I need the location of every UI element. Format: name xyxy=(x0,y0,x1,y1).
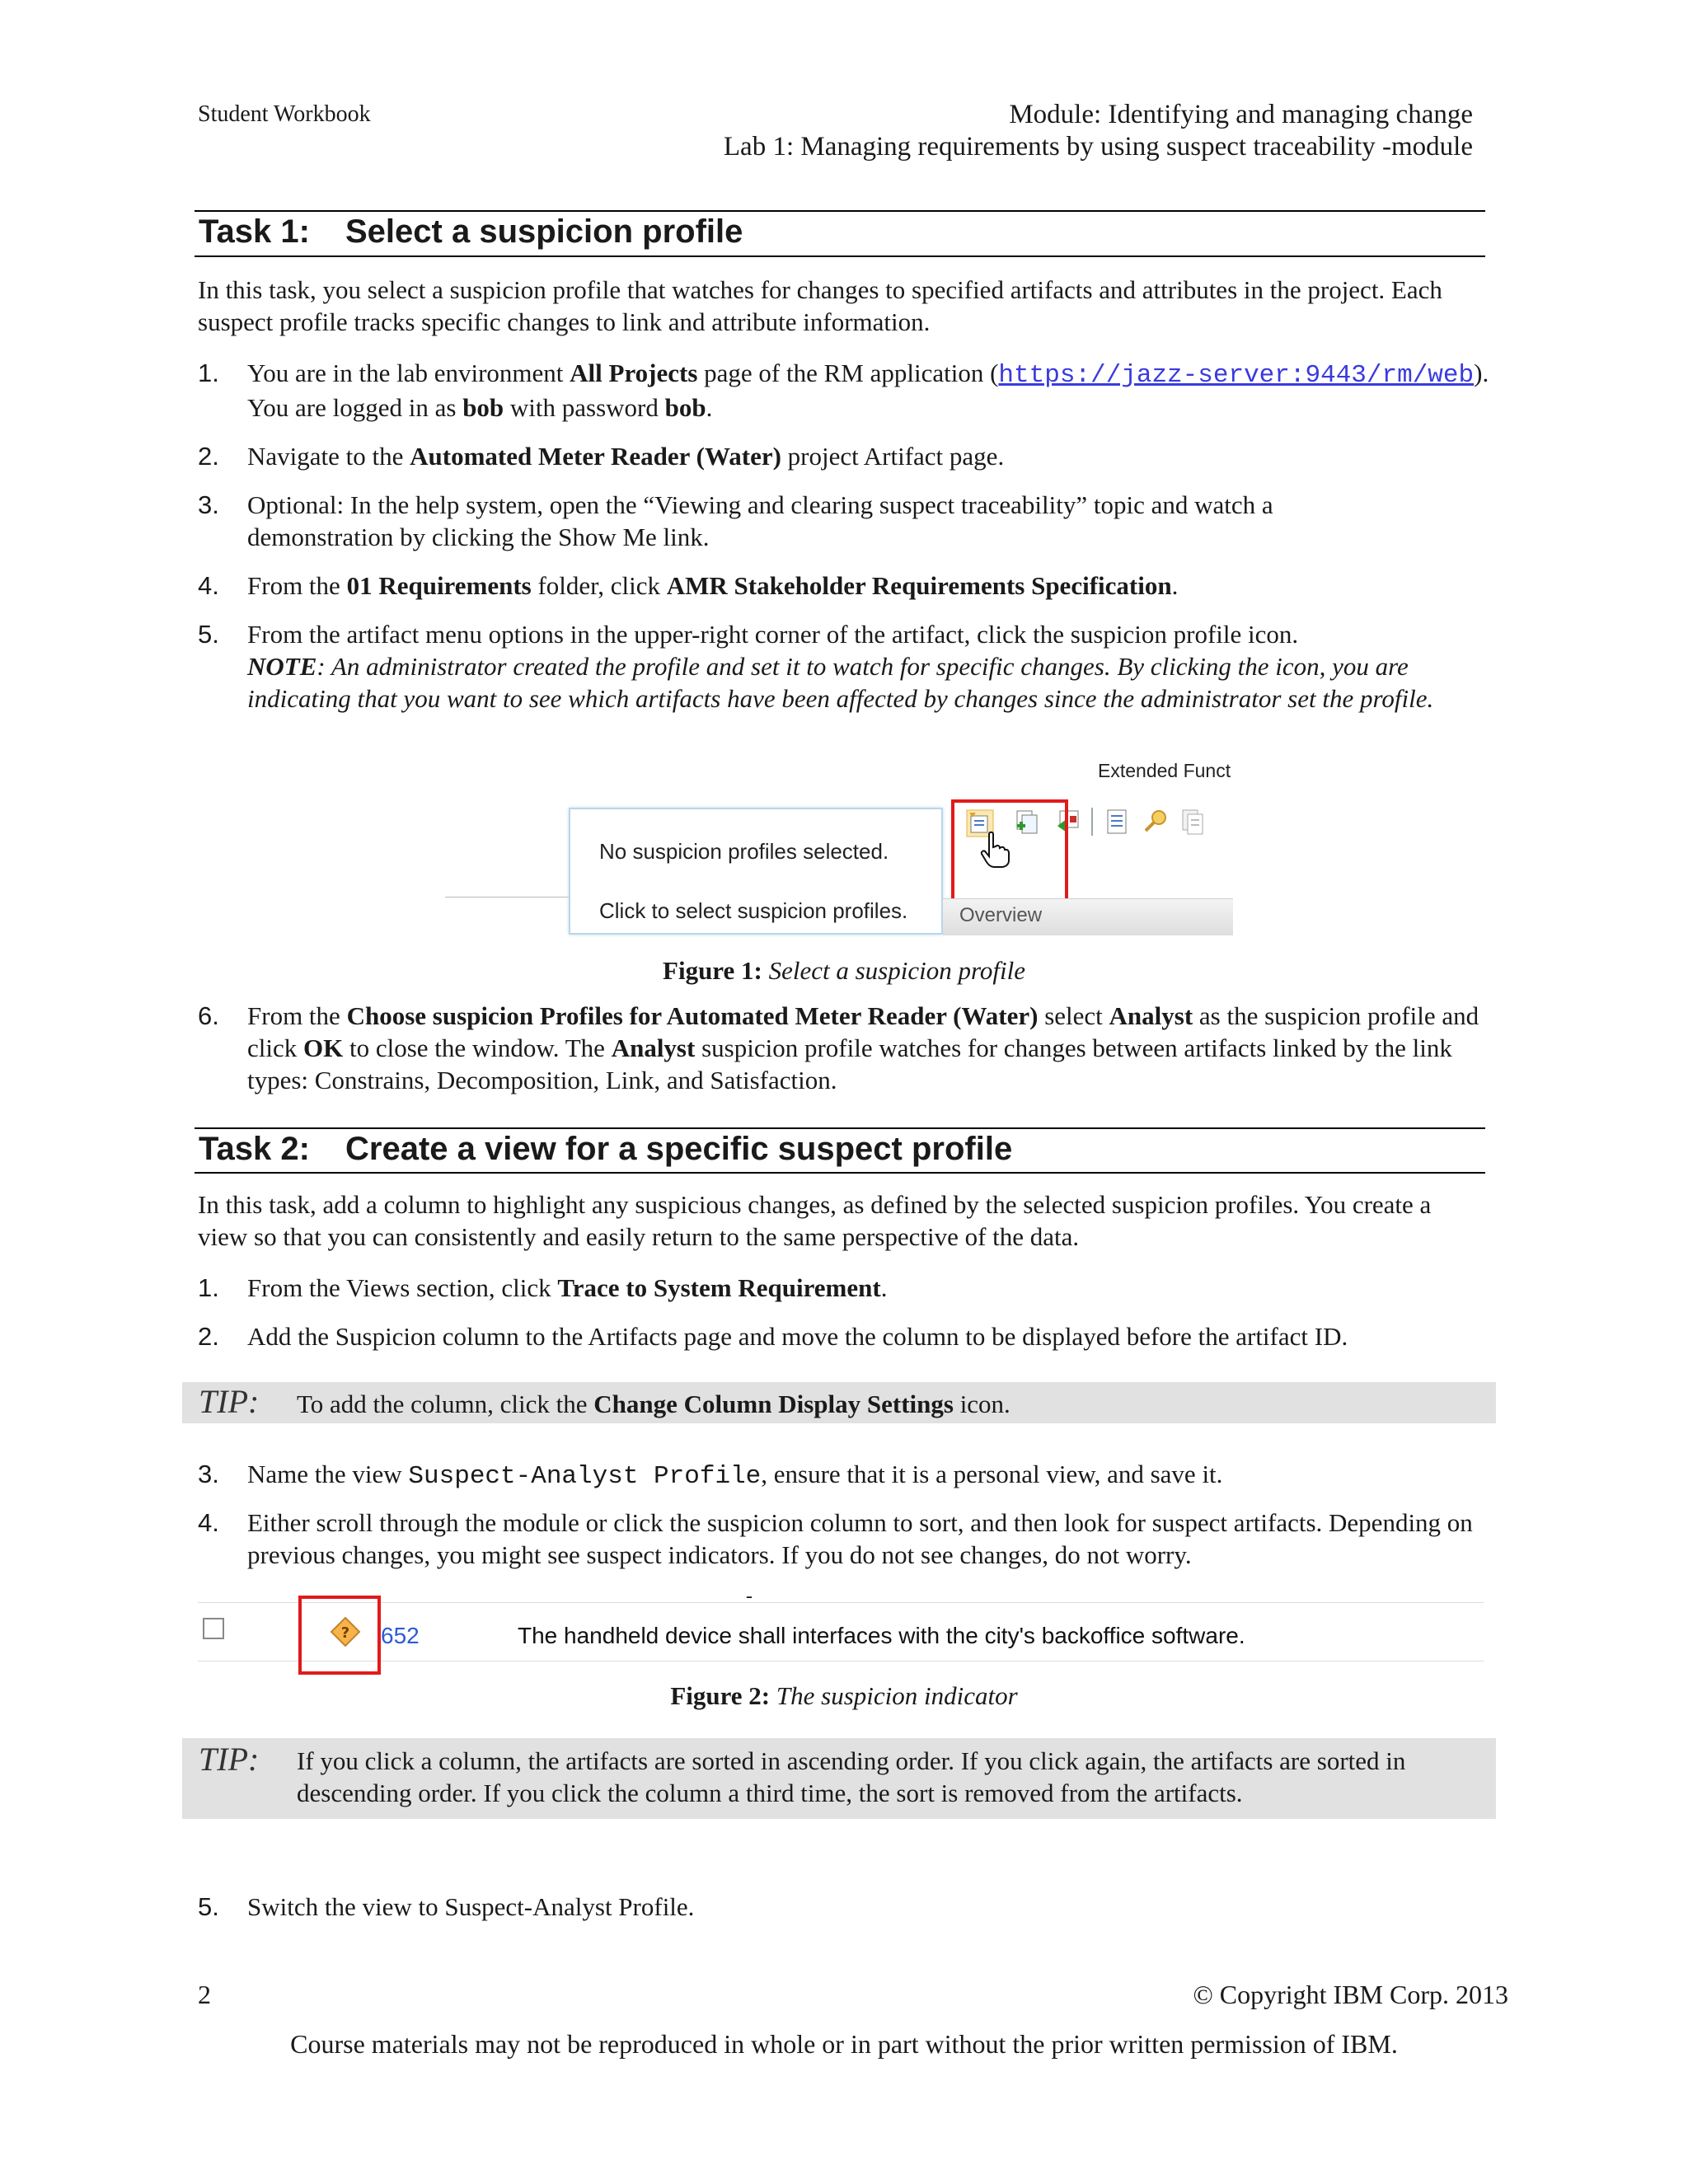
tip-text xyxy=(297,1388,1484,1420)
header-right xyxy=(724,99,1473,163)
task1-number: Task 1: xyxy=(199,213,310,250)
step-text: Either scroll through the module or click the suspicion column to sort, and then look for suspect artifacts. Depending on previous changes, you might see suspect indicators. If you do not see changes, do not worry. xyxy=(247,1508,1473,1569)
task2-step-5 xyxy=(198,1891,1492,1923)
step-text: folder, click xyxy=(531,571,667,600)
step-number: 3. xyxy=(198,1460,219,1488)
tip-bold: Change Column Display Settings xyxy=(593,1390,954,1418)
step-text: as the suspicion profile and click xyxy=(247,1001,1479,1062)
step-text: page of the RM application ( xyxy=(697,359,999,387)
figure-2-screenshot xyxy=(198,1586,1484,1673)
step-text: Navigate to the xyxy=(247,442,410,471)
step-bold: 01 Requirements xyxy=(346,571,532,600)
task2-step-2 xyxy=(198,1320,1492,1352)
step-number: 2. xyxy=(198,1322,219,1351)
step-bold: bob xyxy=(664,393,706,422)
step-text: You are in the lab environment xyxy=(247,359,570,387)
tip-box-2 xyxy=(182,1738,1496,1819)
note-label: NOTE xyxy=(247,652,317,681)
step-text: From the artifact menu options in the upper-right corner of the artifact, click the suspicion profile icon. xyxy=(247,620,1299,649)
overview-label: Overview xyxy=(959,904,1043,926)
rm-url-link[interactable]: https://jazz-server:9443/rm/web xyxy=(998,361,1475,390)
step-number: 3. xyxy=(198,490,219,519)
svg-text:?: ? xyxy=(340,1624,350,1642)
step-text: ). You are logged in as xyxy=(247,359,1489,422)
figure-2-dash: - xyxy=(746,1586,753,1607)
task1-step-1 xyxy=(198,357,1492,424)
task2-intro: In this task, add a column to highlight any suspicious changes, as defined by the selected suspicion profiles. You create a view so that you can consistently and easily return to the same perspective of the data. xyxy=(198,1190,1432,1251)
figure-1-divider xyxy=(445,897,569,898)
note-text: : An administrator created the profile and set it to watch for specific changes. By clicking the icon, you are indicating that you want to see which artifacts have been affected by changes since the administrator set the profile. xyxy=(247,652,1434,713)
task1-top-rule xyxy=(195,210,1485,212)
step-bold: OK xyxy=(303,1033,344,1062)
step-text: . xyxy=(1171,571,1179,600)
task1-step-4 xyxy=(198,569,1492,602)
task2-bottom-rule xyxy=(195,1172,1485,1174)
step-text: Name the view xyxy=(247,1460,409,1488)
overview-tab[interactable] xyxy=(943,898,1233,935)
extended-functions-label: Extended Funct xyxy=(1098,760,1231,781)
caption-label: Figure 2: xyxy=(670,1681,771,1710)
header-lab: Lab 1: Managing requirements by using suspect traceability -module xyxy=(723,132,1473,162)
artifact-row[interactable] xyxy=(198,1602,1484,1661)
step-number: 5. xyxy=(198,620,219,649)
step-number: 4. xyxy=(198,571,219,600)
tip-label: TIP: xyxy=(199,1741,260,1778)
step-number: 5. xyxy=(198,1892,219,1921)
step-text: Switch the view to Suspect-Analyst Profile. xyxy=(247,1892,695,1921)
task1-intro: In this task, you select a suspicion profile that watches for changes to specified artifacts and attributes in the project. Each suspect profile tracks specific changes to link and attribute information. xyxy=(198,275,1442,336)
tip-text-part: icon. xyxy=(953,1390,1010,1418)
step-number: 4. xyxy=(198,1508,219,1537)
caption-label: Figure 1: xyxy=(663,956,762,985)
step-number: 1. xyxy=(198,359,219,387)
artifact-description: The handheld device shall interfaces with the city's backoffice software. xyxy=(518,1623,1245,1648)
step-text: From the xyxy=(247,571,347,600)
task2-step-3 xyxy=(198,1458,1492,1493)
step-text: . xyxy=(880,1273,888,1302)
step-text: From the xyxy=(247,1001,347,1030)
view-name-code: Suspect-Analyst Profile xyxy=(408,1462,762,1491)
suspicion-profile-tooltip xyxy=(569,808,943,935)
highlight-box xyxy=(951,799,1068,902)
task2-heading xyxy=(199,1131,1012,1168)
step-text: Add the Suspicion column to the Artifacts page and move the column to be displayed before the artifact ID. xyxy=(247,1322,1348,1351)
step-bold: All Projects xyxy=(570,359,698,387)
figure-1-caption xyxy=(0,956,1688,986)
header-left: Student Workbook xyxy=(198,101,371,127)
step-text: Optional: In the help system, open the “Viewing and clearing suspect traceability” topic and watch a demonstration by clicking the Show Me link. xyxy=(247,490,1273,551)
task2-top-rule xyxy=(195,1127,1485,1129)
step-bold: Analyst xyxy=(611,1033,696,1062)
task1-step-2 xyxy=(198,440,1492,472)
column-settings-icon[interactable] xyxy=(1103,808,1131,836)
copyright: © Copyright IBM Corp. 2013 xyxy=(1193,1980,1508,2009)
task1-step-3 xyxy=(198,489,1492,553)
step-number: 2. xyxy=(198,442,219,471)
artifact-id[interactable]: 652 xyxy=(381,1623,420,1648)
tip-box-1 xyxy=(182,1382,1496,1423)
tip-label: TIP: xyxy=(199,1383,260,1420)
tooltip-line-2: Click to select suspicion profiles. xyxy=(599,898,908,923)
search-key-icon[interactable] xyxy=(1142,808,1170,836)
document-icon[interactable] xyxy=(1179,808,1207,836)
step-number: 1. xyxy=(198,1273,219,1302)
task2-title: Create a view for a specific suspect profile xyxy=(345,1131,1013,1167)
caption-text: Select a suspicion profile xyxy=(768,956,1025,985)
task1-bottom-rule xyxy=(195,255,1485,257)
figure-2-caption xyxy=(0,1681,1688,1711)
step-text: . xyxy=(706,393,713,422)
tip-text: If you click a column, the artifacts are sorted in ascending order. If you click again, the artifacts are sorted in descending order. If you click the column a third time, the sort is removed from the artifacts. xyxy=(297,1746,1406,1807)
figure-1-screenshot xyxy=(445,758,1236,941)
task1-step-5 xyxy=(198,618,1492,715)
step-text: suspicion profile watches for changes between artifacts linked by the link types: Constrains, Decomposition, Link, and Satisfaction. xyxy=(247,1033,1452,1094)
step-bold: Trace to System Requirement xyxy=(557,1273,881,1302)
caption-text: The suspicion indicator xyxy=(776,1681,1018,1710)
step-text: with password xyxy=(504,393,665,422)
task2-step-4 xyxy=(198,1507,1492,1571)
header-module: Module: Identifying and managing change xyxy=(1009,100,1473,129)
toolbar-separator xyxy=(1091,808,1093,836)
highlight-box xyxy=(298,1596,381,1675)
task2-number: Task 2: xyxy=(199,1131,310,1167)
page-number: 2 xyxy=(198,1980,211,2009)
task2-step-1 xyxy=(198,1272,1492,1304)
task1-step-6 xyxy=(198,1000,1492,1096)
step-text: From the Views section, click xyxy=(247,1273,558,1302)
step-bold: Automated Meter Reader (Water) xyxy=(410,442,781,471)
tip-text-part: To add the column, click the xyxy=(297,1390,594,1418)
step-text: project Artifact page. xyxy=(781,442,1005,471)
step-bold: AMR Stakeholder Requirements Specification xyxy=(666,571,1172,600)
tooltip-line-1: No suspicion profiles selected. xyxy=(599,839,889,864)
step-bold: Analyst xyxy=(1109,1001,1193,1030)
task1-heading xyxy=(199,213,743,251)
footer-note: Course materials may not be reproduced in whole or in part without the prior written permission of IBM. xyxy=(290,2029,1398,2059)
row-checkbox[interactable] xyxy=(203,1618,224,1639)
step-text: select xyxy=(1038,1001,1109,1030)
step-text: , ensure that it is a personal view, and save it. xyxy=(761,1460,1223,1488)
step-bold: bob xyxy=(462,393,504,422)
step-text: to close the window. The xyxy=(343,1033,612,1062)
step-number: 6. xyxy=(198,1001,219,1030)
task1-title: Select a suspicion profile xyxy=(345,213,743,250)
step-bold: Choose suspicion Profiles for Automated Meter Reader (Water) xyxy=(346,1001,1039,1030)
